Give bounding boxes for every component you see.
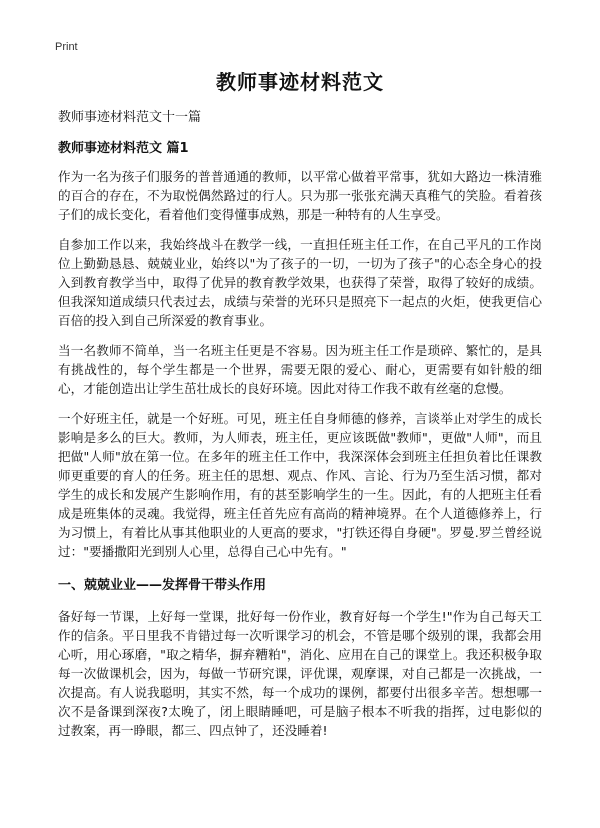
print-label[interactable]: Print [55,41,78,53]
page-subtitle: 教师事迹材料范文十一篇 [58,110,202,125]
paragraph: 备好每一节课，上好每一堂课，批好每一份作业，教育好每一个学生!"作为自己每天工作的信条。平日里我不肯错过每一次听课学习的机会，不管是哪个级别的课，我都会用心听，用心琢磨，"取之精华，摒弃糟粕"，消化、应用在自己的课堂上。我还积极争取每一次做课机会，因为，每做一节研究课，评优课，观摩课，对自己都是一次挑战，一次提高。有人说我聪明，其实不然，每一个成功的课例，都要付出很多辛苦。想想哪一次不是备课到深夜?太晚了，闭上眼睛睡吧，可是脑子根本不听我的指挥，过电影似的过教案，再一睁眼，都三、四点钟了，还没睡着! [58,609,542,738]
paragraph: 一个好班主任，就是一个好班。可见，班主任自身师德的修养，言谈举止对学生的成长影响是多么的巨大。教师，为人师表，班主任，更应该既做"教师"，更做"人师"，而且把做"人师"放在第一位。在多年的班主任工作中，我深深体会到班主任担负着比任课教师更重要的育人的任务。班主任的思想、观点、作风、言论、行为乃至生活习惯，都对学生的成长和发展产生影响作用，有的甚至影响学生的一生。因此，有的人把班主任看成是班集体的灵魂。我觉得，班主任首先应有高尚的精神境界。在个人道德修养上，行为习惯上，有着比从事其他职业的人更高的要求，"打铁还得自身硬"。罗曼.罗兰曾经说过："要播撒阳光到别人心里，总得自己心中先有。" [58,411,542,559]
page-title: 教师事迹材料范文 [216,70,384,94]
section-heading-1: 教师事迹材料范文 篇1 [58,141,189,156]
paragraph: 作为一名为孩子们服务的普普通通的教师，以平常心做着平常事，犹如大路边一株清雅的百合的存在，不为取悦偶然路过的行人。只为那一张张充满天真稚气的笑脸。看着孩子们的成长变化，看着他们变得懂事成熟，那是一种特有的人生享受。 [58,169,542,222]
paragraph: 当一名教师不简单，当一名班主任更是不容易。因为班主任工作是琐碎、繁忙的，是具有挑战性的，每个学生都是一个世界，需要无限的爱心、耐心，更需要有如针般的细心，才能创造出让学生茁壮成长的良好环境。因此对待工作我不敢有丝毫的怠慢。 [58,343,542,396]
paragraph: 自参加工作以来，我始终战斗在教学一线，一直担任班主任工作，在自己平凡的工作岗位上勤勤恳恳、兢兢业业，始终以"为了孩子的一切，一切为了孩子"的心态全身心的投入到教育教学当中，取得了优异的教育教学效果，也获得了荣誉，取得了较好的成绩。但我深知道成绩只代表过去，成绩与荣誉的光环只是照亮下一起点的火炬，使我更信心百倍的投入到自己所深爱的教育事业。 [58,237,542,328]
section-heading-2: 一、兢兢业业——发挥骨干带头作用 [58,578,267,593]
